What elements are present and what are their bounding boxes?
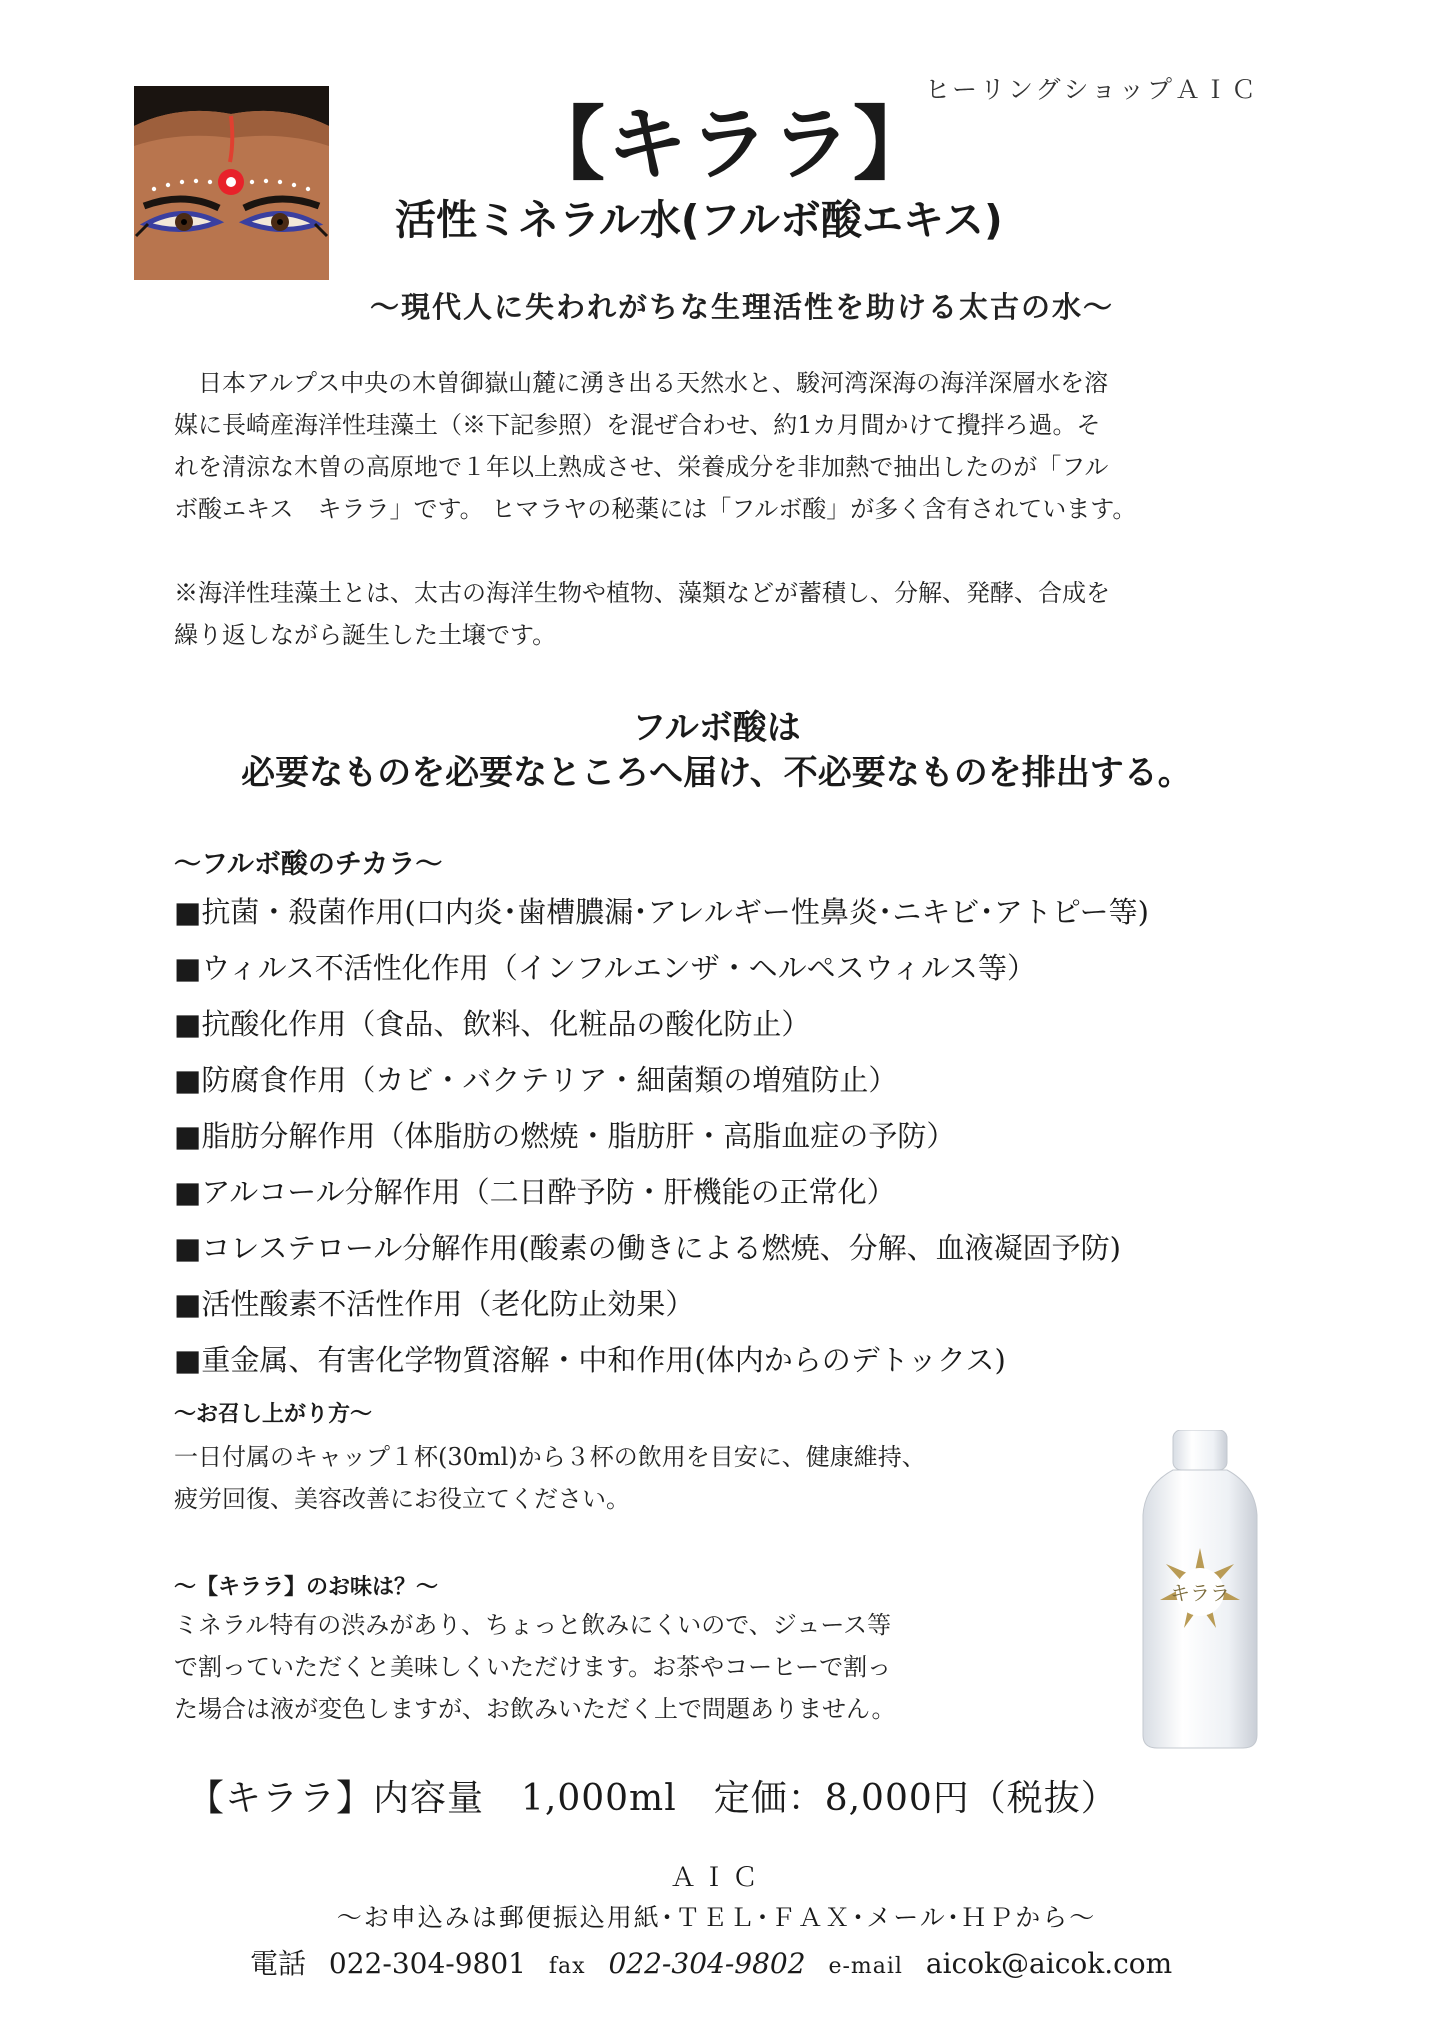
list-item: ■アルコール分解作用（二日酔予防・肝機能の正常化） (174, 1175, 896, 1209)
product-bottle-image (1135, 1430, 1265, 1750)
note-line: ※海洋性珪藻土とは、太古の海洋生物や植物、藻類などが蓄積し、分解、発酵、合成を (174, 579, 1110, 607)
intro-line: れを清涼な木曽の高原地で１年以上熟成させ、栄養成分を非加熱で抽出したのが「フル (174, 453, 1109, 481)
email-label: e-mail (828, 1954, 903, 1979)
taste-line: で割っていただくと美味しくいただけます。お茶やコーヒーで割っ (174, 1653, 892, 1681)
taste-line: ミネラル特有の渋みがあり、ちょっと飲みにくいので、ジュース等 (174, 1611, 892, 1639)
email-address[interactable]: aicok@aicok.com (925, 1947, 1173, 1980)
drink-section-title: ～お召し上がり方～ (174, 1402, 373, 1427)
list-item: ■抗菌・殺菌作用(口内炎･歯槽膿漏･アレルギー性鼻炎･ニキビ･アトピー等) (174, 895, 1149, 929)
company-name: ＡＩＣ (669, 1863, 763, 1893)
taste-section-title: ～【キララ】のお味は？～ (174, 1575, 439, 1600)
list-item: ■抗酸化作用（食品、飲料、化粧品の酸化防止） (174, 1007, 811, 1041)
intro-line: 日本アルプス中央の木曽御嶽山麓に湧き出る天然水と、駿河湾深海の海洋深層水を溶 (174, 369, 1109, 397)
list-item: ■活性酸素不活性作用（老化防止効果） (174, 1287, 695, 1321)
bottle-label: キララ (1170, 1581, 1230, 1605)
price-line: 【キララ】内容量 1,000ml 定価：8,000円（税抜） (188, 1778, 1118, 1819)
drink-paragraph (174, 1436, 926, 1520)
taste-line: た場合は液が変色しますが、お飲みいただく上で問題ありません。 (174, 1695, 896, 1723)
shop-name: ヒーリングショップＡＩＣ (925, 75, 1260, 104)
taste-paragraph (174, 1604, 895, 1730)
page-subtitle: 活性ミネラル水(フルボ酸エキス) (395, 196, 1003, 244)
power-section-title: ～フルボ酸のチカラ～ (174, 849, 443, 880)
note-line: 繰り返しながら誕生した土壌です。 (174, 621, 557, 649)
fax-number: 022-304-9802 (608, 1947, 806, 1980)
page-title: 【キララ】 (525, 98, 935, 191)
order-info: ～お申込みは郵便振込用紙･ＴＥＬ･ＦＡＸ･メール･ＨＰから～ (336, 1903, 1097, 1932)
list-item: ■ウィルス不活性化作用（インフルエンザ・ヘルペスウィルス等） (174, 951, 1037, 985)
benefit-list (174, 884, 1149, 1388)
tagline: ～現代人に失われがちな生理活性を助ける太古の水～ (370, 290, 1115, 324)
intro-paragraph (174, 362, 1274, 530)
fax-label: fax (548, 1954, 586, 1979)
intro-line: ボ酸エキス キララ」です。 ヒマラヤの秘薬には「フルボ酸」が多く含有されています。 (174, 495, 1137, 523)
intro-line: 媒に長崎産海洋性珪藻土（※下記参照）を混ぜ合わせ、約1カ月間かけて攪拌ろ過。そ (174, 411, 1101, 439)
drink-line: 一日付属のキャップ１杯(30ml)から３杯の飲用を目安に、健康維持、 (174, 1443, 926, 1471)
headline-line2: 必要なものを必要なところへ届け、不必要なものを排出する。 (241, 753, 1192, 793)
face-illustration-logo (134, 86, 329, 280)
list-item: ■防腐食作用（カビ・バクテリア・細菌類の増殖防止） (174, 1063, 898, 1097)
tel-label: 電話 (250, 1947, 307, 1980)
list-item: ■脂肪分解作用（体脂肪の燃焼・脂肪肝・高脂血症の予防） (174, 1119, 956, 1153)
tel-number[interactable]: 022-304-9801 (328, 1947, 526, 1980)
headline-line1: フルボ酸は (632, 708, 801, 748)
drink-line: 疲労回復、美容改善にお役立てください。 (174, 1485, 630, 1513)
footnote-paragraph (174, 572, 1274, 656)
contact-line (250, 1942, 1186, 1982)
list-item: ■重金属、有害化学物質溶解・中和作用(体内からのデトックス) (174, 1343, 1006, 1377)
list-item: ■コレステロール分解作用(酸素の働きによる燃焼、分解、血液凝固予防) (174, 1231, 1121, 1265)
